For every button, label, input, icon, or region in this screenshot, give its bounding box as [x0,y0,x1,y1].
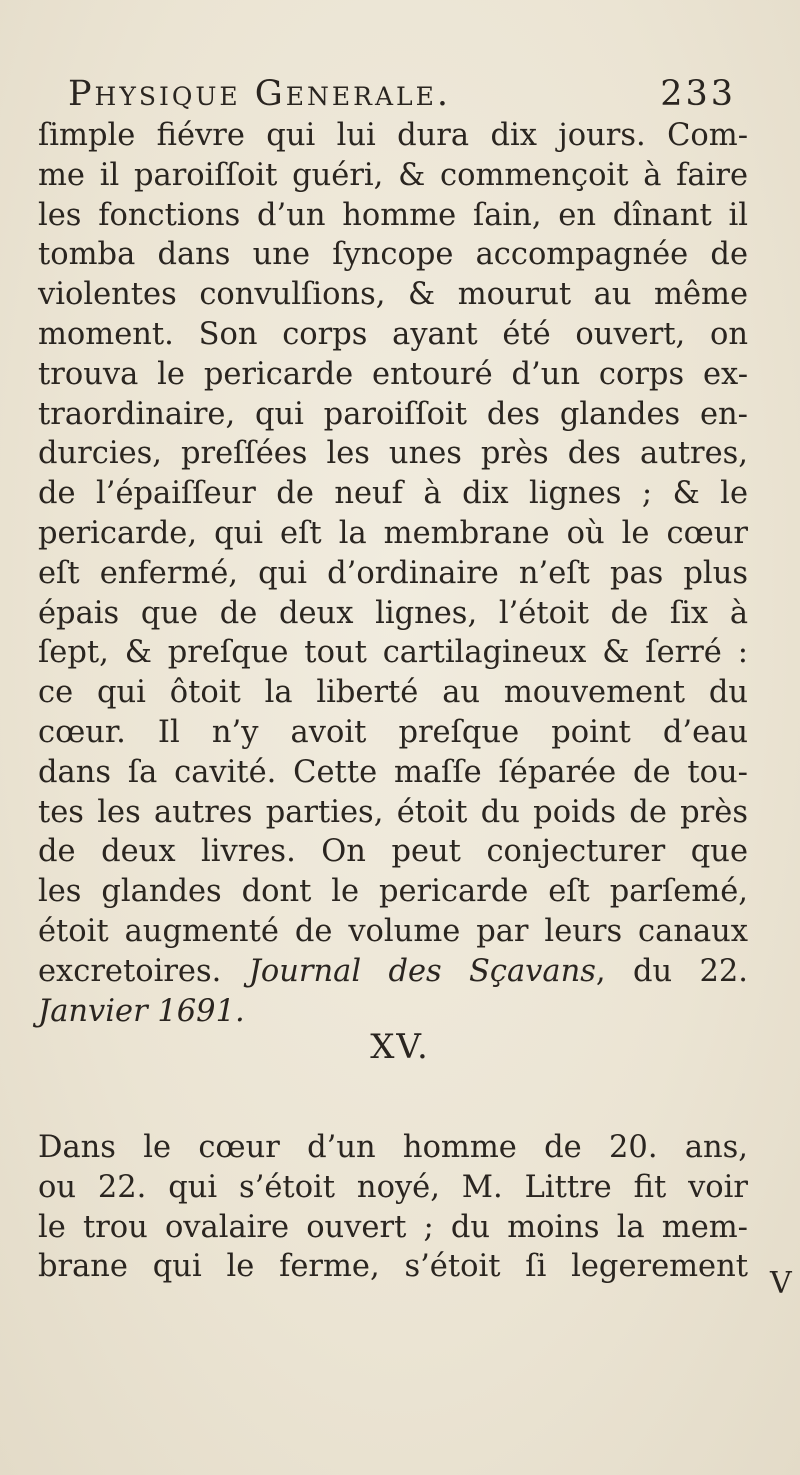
text-line: tes les autres parties, étoit du poids de près [38,794,748,830]
text-line: durcies, preſſées les unes près des autres, [38,436,748,472]
text-line: les fonctions d’un homme ſain, en dînant il [38,197,748,233]
text-line: de l’épaiſſeur de neuf à dix lignes ; & le [38,476,748,512]
citation-line [38,952,748,992]
text-line: pericarde, qui eſt la membrane où le cœur [38,515,748,551]
paragraph-1 [38,116,748,1031]
text-line: traordinaire, qui paroiſſoit des glandes en- [38,396,748,432]
text-line: de deux livres. On peut conjecturer que [38,834,748,870]
page-number: 233 [660,74,736,114]
text-line: épais que de deux lignes, l’étoit de ſix à [38,595,748,631]
text-line: étoit augmenté de volume par leurs canaux [38,913,748,949]
text-line: moment. Son corps ayant été ouvert, on [38,316,748,352]
text-line: me il paroiſſoit guéri, & commençoit à faire [38,157,748,193]
text-line: trouva le pericarde entouré d’un corps ex- [38,356,748,392]
text-line: Dans le cœur d’un homme de 20. ans, [38,1130,748,1165]
text-line: ce qui ôtoit la liberté au mouvement du [38,675,748,711]
text-line: brane qui le ferme, s’étoit ſi legerement [38,1249,748,1285]
citation-date-continued: Janvier 1691. [38,993,245,1029]
text-line: le trou ovalaire ouvert ; du moins la mem- [38,1209,748,1245]
running-title: Physique Generale. [68,74,451,114]
text-line: cœur. Il n’y avoit preſque point d’eau [38,714,748,750]
text-line: ſimple fiévre qui lui dura dix jours. Com- [38,118,748,153]
catchword: V [770,1266,792,1301]
citation-date-line [38,992,748,1032]
text-line: ou 22. qui s’étoit noyé, M. Littre fit voir [38,1169,748,1205]
text-line: violentes convulſions, & mourut au même [38,277,748,313]
journal-title: Journal des Sçavans [248,953,596,989]
section-number: XV. [370,1027,430,1067]
text-line: tomba dans une ſyncope accompagnée de [38,237,748,273]
text-line: les glandes dont le pericarde eſt parſemé, [38,874,748,910]
text-segment: excretoires. [38,953,222,989]
citation-date: , du 22. [595,953,748,989]
text-line: ſept, & preſque tout cartilagineux & ſerré : [38,635,748,671]
text-line: dans ſa cavité. Cette maſſe ſéparée de tou- [38,754,748,790]
paragraph-2 [38,1128,748,1287]
text-line: eſt enfermé, qui d’ordinaire n’eſt pas plus [38,555,748,591]
